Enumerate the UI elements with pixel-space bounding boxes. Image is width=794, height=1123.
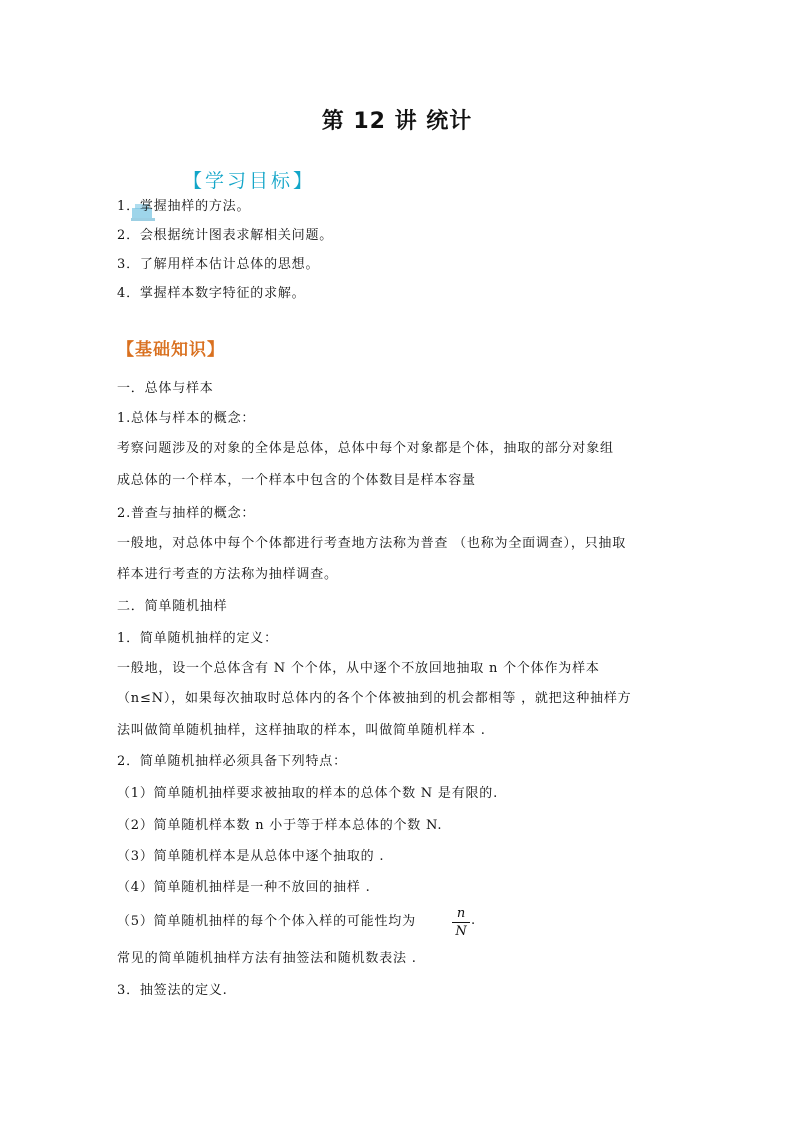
content-line: 一般地，设一个总体含有 N 个个体，从中逐个不放回地抽取 n 个个体作为样本 [117, 661, 600, 676]
content-line: （2）简单随机样本数 n 小于等于样本总体的个数 N. [117, 818, 443, 833]
content-line: 1.总体与样本的概念： [117, 411, 256, 426]
content-line: （1）简单随机抽样要求被抽取的样本的总体个数 N 是有限的. [117, 786, 499, 801]
fraction-denominator: N [455, 924, 467, 939]
content-line: （5）简单随机抽样的每个个体入样的可能性均为 [117, 914, 416, 929]
fraction-period: . [471, 913, 476, 928]
content-line: （4）简单随机抽样是一种不放回的抽样 . [117, 880, 371, 895]
content-line: 3．抽签法的定义. [117, 983, 228, 998]
content-line: 一．总体与样本 [117, 381, 214, 396]
content-line: 二．简单随机抽样 [117, 599, 228, 614]
content-line: 考察问题涉及的对象的全体是总体，总体中每个对象都是个体，抽取的部分对象组 [117, 441, 614, 456]
goal-item-3: 3．了解用样本估计总体的思想。 [117, 257, 320, 272]
goal-item-1: 1．掌握抽样的方法。 [117, 199, 251, 214]
content-line: 2．简单随机抽样必须具备下列特点： [117, 754, 347, 769]
content-line: 样本进行考查的方法称为抽样调查。 [117, 567, 338, 582]
content-line: 一般地，对总体中每个个体都进行考查地方法称为普查 （也称为全面调查），只抽取 [117, 536, 627, 551]
learning-goals-heading: 【学习目标】 [183, 170, 316, 192]
content-line: 法叫做简单随机抽样，这样抽取的样本，叫做简单随机样本 . [117, 723, 486, 738]
content-line: 常见的简单随机抽样方法有抽签法和随机数表法 . [117, 951, 417, 966]
content-line: （n≤N），如果每次抽取时总体内的各个个体被抽到的机会都相等 ，就把这种抽样方 [117, 691, 632, 706]
basic-knowledge-heading: 【基础知识】 [117, 340, 225, 360]
content-line: （3）简单随机样本是从总体中逐个抽取的 . [117, 849, 385, 864]
probability-fraction [452, 906, 470, 939]
content-line: 2.普查与抽样的概念： [117, 506, 256, 521]
goal-item-2: 2．会根据统计图表求解相关问题。 [117, 228, 334, 243]
page-title: 第 12 讲 统计 [321, 109, 473, 134]
content-line: 1．简单随机抽样的定义： [117, 631, 278, 646]
fraction-numerator: n [456, 906, 466, 921]
goal-item-4: 4．掌握样本数字特征的求解。 [117, 286, 306, 301]
fraction-bar [452, 922, 470, 923]
content-line: 成总体的一个样本，一个样本中包含的个体数目是样本容量 [117, 473, 476, 488]
